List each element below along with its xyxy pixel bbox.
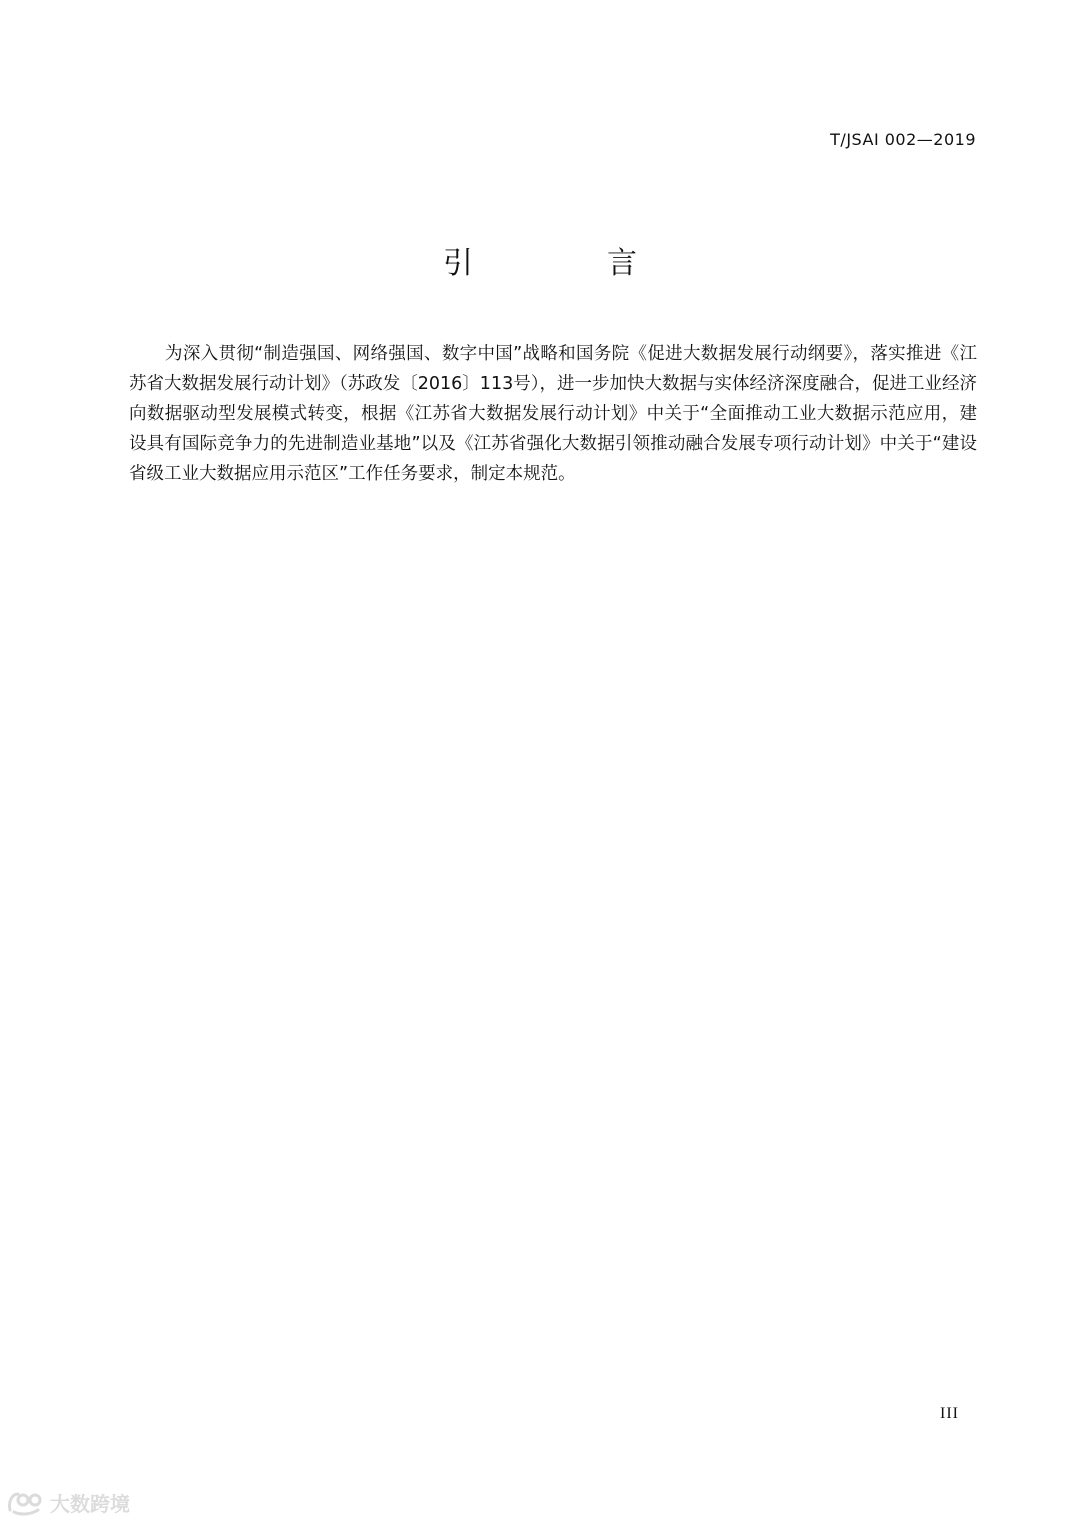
watermark bbox=[6, 1488, 130, 1517]
standard-code: T/JSAI 002—2019 bbox=[830, 130, 976, 149]
page-number: III bbox=[940, 1405, 959, 1422]
section-title: 引 言 bbox=[443, 246, 689, 281]
watermark-text: 大数跨境 bbox=[50, 1492, 130, 1516]
brand-logo-icon bbox=[6, 1490, 46, 1516]
body-paragraph: 为深入贯彻“制造强国、网络强国、数字中国”战略和国务院《促进大数据发展行动纲要》，落实推进《江苏省大数据发展行动计划》（苏政发〔2016〕113号），进一步加快大数据与实体经济深度融合，促进工业经济向数据驱动型发展模式转变，根据《江苏省大数据发展行动计划》中关于“全面推动工业大数据示范应用，建设具有国际竞争力的先进制造业基地”以及《江苏省强化大数据引领推动融合发展专项行动计划》中关于“建设省级工业大数据应用示范区”工作任务要求，制定本规范。 bbox=[129, 344, 977, 484]
